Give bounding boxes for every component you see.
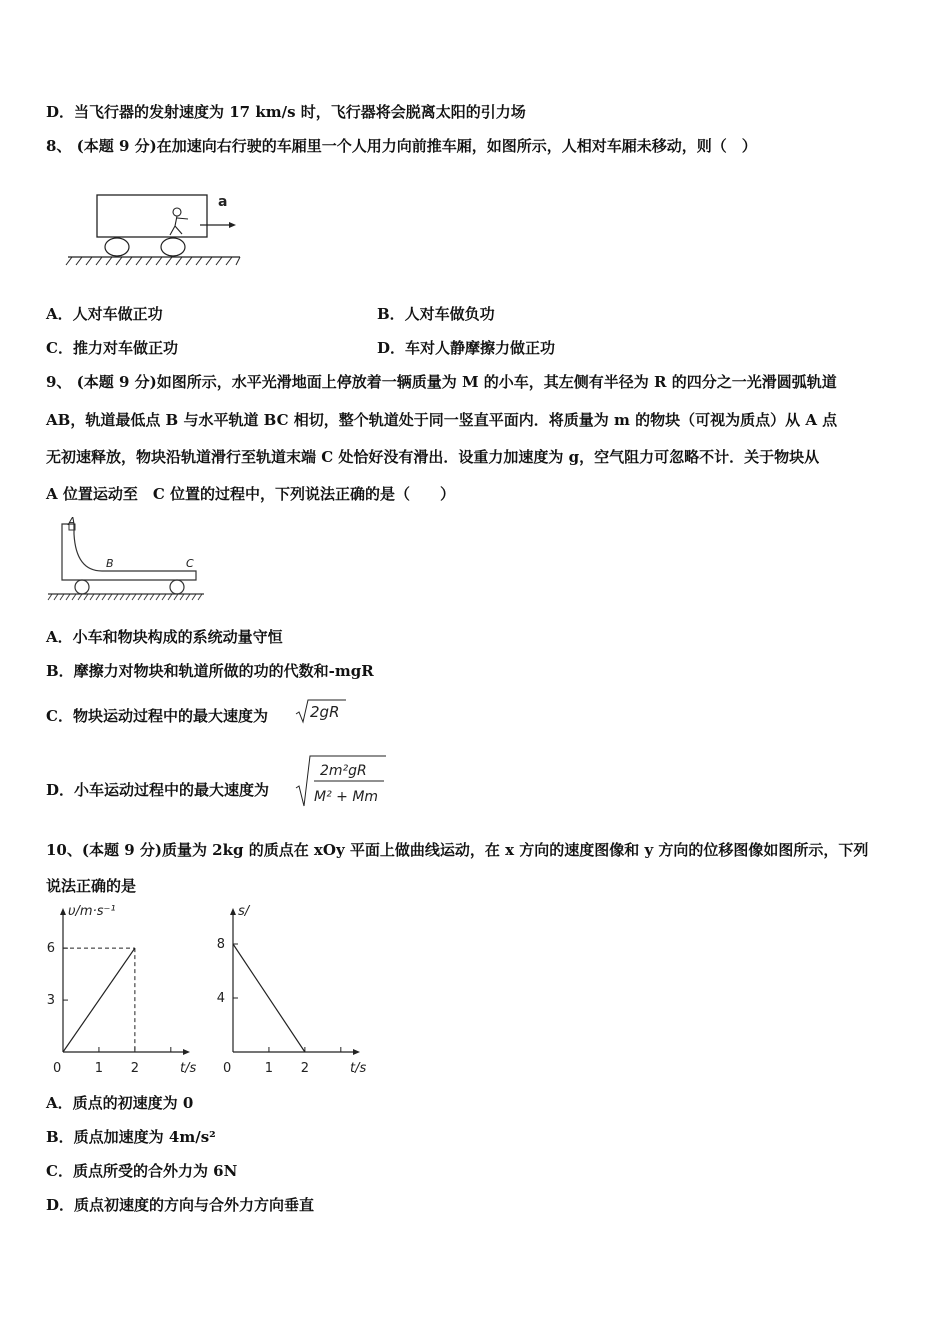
- velocity-time-chart: [38, 902, 198, 1077]
- cart-wheel-left: [75, 580, 89, 594]
- v-chart-x-label-2: 2: [130, 1061, 140, 1076]
- q9-option-d-numerator: 2m²gR: [320, 763, 367, 779]
- carriage-body: [97, 195, 207, 237]
- v-chart-y-label-6: 6: [46, 941, 55, 957]
- q10-option-d: D．质点初速度的方向与合外力方向垂直: [46, 1196, 315, 1214]
- v-chart-y-axis-label: υ/m·s⁻¹: [68, 904, 116, 919]
- q8-option-b: B．人对车做负功: [377, 305, 495, 323]
- q9-option-c-formula: 2gR: [310, 703, 340, 721]
- point-a-label: A: [68, 515, 76, 528]
- q9-option-d-denominator: M² + Mm: [314, 789, 379, 805]
- person-figure: [170, 208, 188, 235]
- q9-stem-line3: 无初速释放，物块沿轨道滑行至轨道末端 C 处恰好没有滑出．设重力加速度为 g，空气阻力可忽略不计．关于物块从: [46, 448, 820, 466]
- s-chart-y-arrow: [230, 908, 236, 915]
- q9-option-b: B．摩擦力对物块和轨道所做的功的代数和-mgR: [46, 662, 374, 680]
- q7-option-d: D．当飞行器的发射速度为 17 km/s 时，飞行器将会脱离太阳的引力场: [46, 103, 526, 121]
- v-chart-y-label-3: 3: [46, 993, 55, 1009]
- s-chart-x-arrow: [353, 1049, 360, 1055]
- q9-option-d-sqrt: [294, 754, 389, 808]
- point-c-label: C: [186, 557, 194, 570]
- q9-stem-line1: 9、 (本题 9 分)如图所示，水平光滑地面上停放着一辆质量为 M 的小车，其左侧有半径为 R 的四分之一光滑圆弧轨道: [46, 373, 837, 391]
- acceleration-label: a: [218, 194, 228, 210]
- q8-figure: [60, 185, 245, 270]
- displacement-time-chart: [208, 902, 368, 1077]
- q9-option-d: D．小车运动过程中的最大速度为: [46, 781, 270, 799]
- q8-stem: 8、 (本题 9 分)在加速向右行驶的车厢里一个人用力向前推车厢，如图所示，人相对车厢未移动，则（ ）: [46, 137, 757, 155]
- cart-wheel-right: [170, 580, 184, 594]
- carriage-wheel-right: [161, 238, 185, 256]
- s-chart-y-axis-label: s/: [238, 904, 250, 919]
- s-chart-x-axis-label: t/s: [350, 1061, 367, 1076]
- q10-stem-line2: 说法正确的是: [46, 877, 137, 895]
- ground-hatching: [66, 257, 240, 265]
- s-chart-x-label-1: 1: [264, 1061, 274, 1076]
- q10-stem-line1: 10、(本题 9 分)质量为 2kg 的质点在 xOy 平面上做曲线运动，在 x 方向的速度图像和 y 方向的位移图像如图所示，下列: [46, 841, 869, 859]
- q9-option-c: C．物块运动过程中的最大速度为: [46, 707, 268, 725]
- cart-track: [62, 524, 196, 580]
- q10-option-c: C．质点所受的合外力为 6N: [46, 1162, 238, 1180]
- s-chart-origin-label: 0: [223, 1061, 232, 1076]
- v-chart-y-arrow: [60, 908, 66, 915]
- s-chart-y-label-4: 4: [216, 991, 225, 1006]
- q8-option-c: C．推力对车做正功: [46, 339, 178, 357]
- q10-option-b: B．质点加速度为 4m/s²: [46, 1128, 216, 1146]
- q9-figure: [44, 514, 209, 604]
- v-chart-origin-label: 0: [53, 1061, 62, 1076]
- q9-stem-line4: A 位置运动至 C 位置的过程中，下列说法正确的是（ ）: [46, 485, 456, 503]
- v-chart-x-axis-label: t/s: [180, 1061, 197, 1076]
- point-b-label: B: [106, 557, 114, 570]
- acceleration-arrow-head: [229, 222, 236, 228]
- q10-option-a: A．质点的初速度为 0: [46, 1094, 194, 1112]
- v-chart-x-label-1: 1: [94, 1061, 104, 1076]
- q9-stem-line2: AB，轨道最低点 B 与水平轨道 BC 相切，整个轨道处于同一竖直平面内．将质量为 m 的物块（可视为质点）从 A 点: [46, 411, 838, 429]
- q9-option-a: A．小车和物块构成的系统动量守恒: [46, 628, 283, 646]
- v-chart-series-line: [63, 948, 135, 1052]
- q8-option-d: D．车对人静摩擦力做正功: [377, 339, 556, 357]
- s-chart-series-line: [233, 944, 305, 1052]
- v-chart-x-arrow: [183, 1049, 190, 1055]
- ground-hatching: [48, 594, 202, 600]
- q9-option-c-sqrt: [294, 698, 349, 726]
- q8-option-a: A．人对车做正功: [46, 305, 163, 323]
- carriage-wheel-left: [105, 238, 129, 256]
- s-chart-x-label-2: 2: [300, 1061, 310, 1076]
- s-chart-y-label-8: 8: [216, 937, 225, 952]
